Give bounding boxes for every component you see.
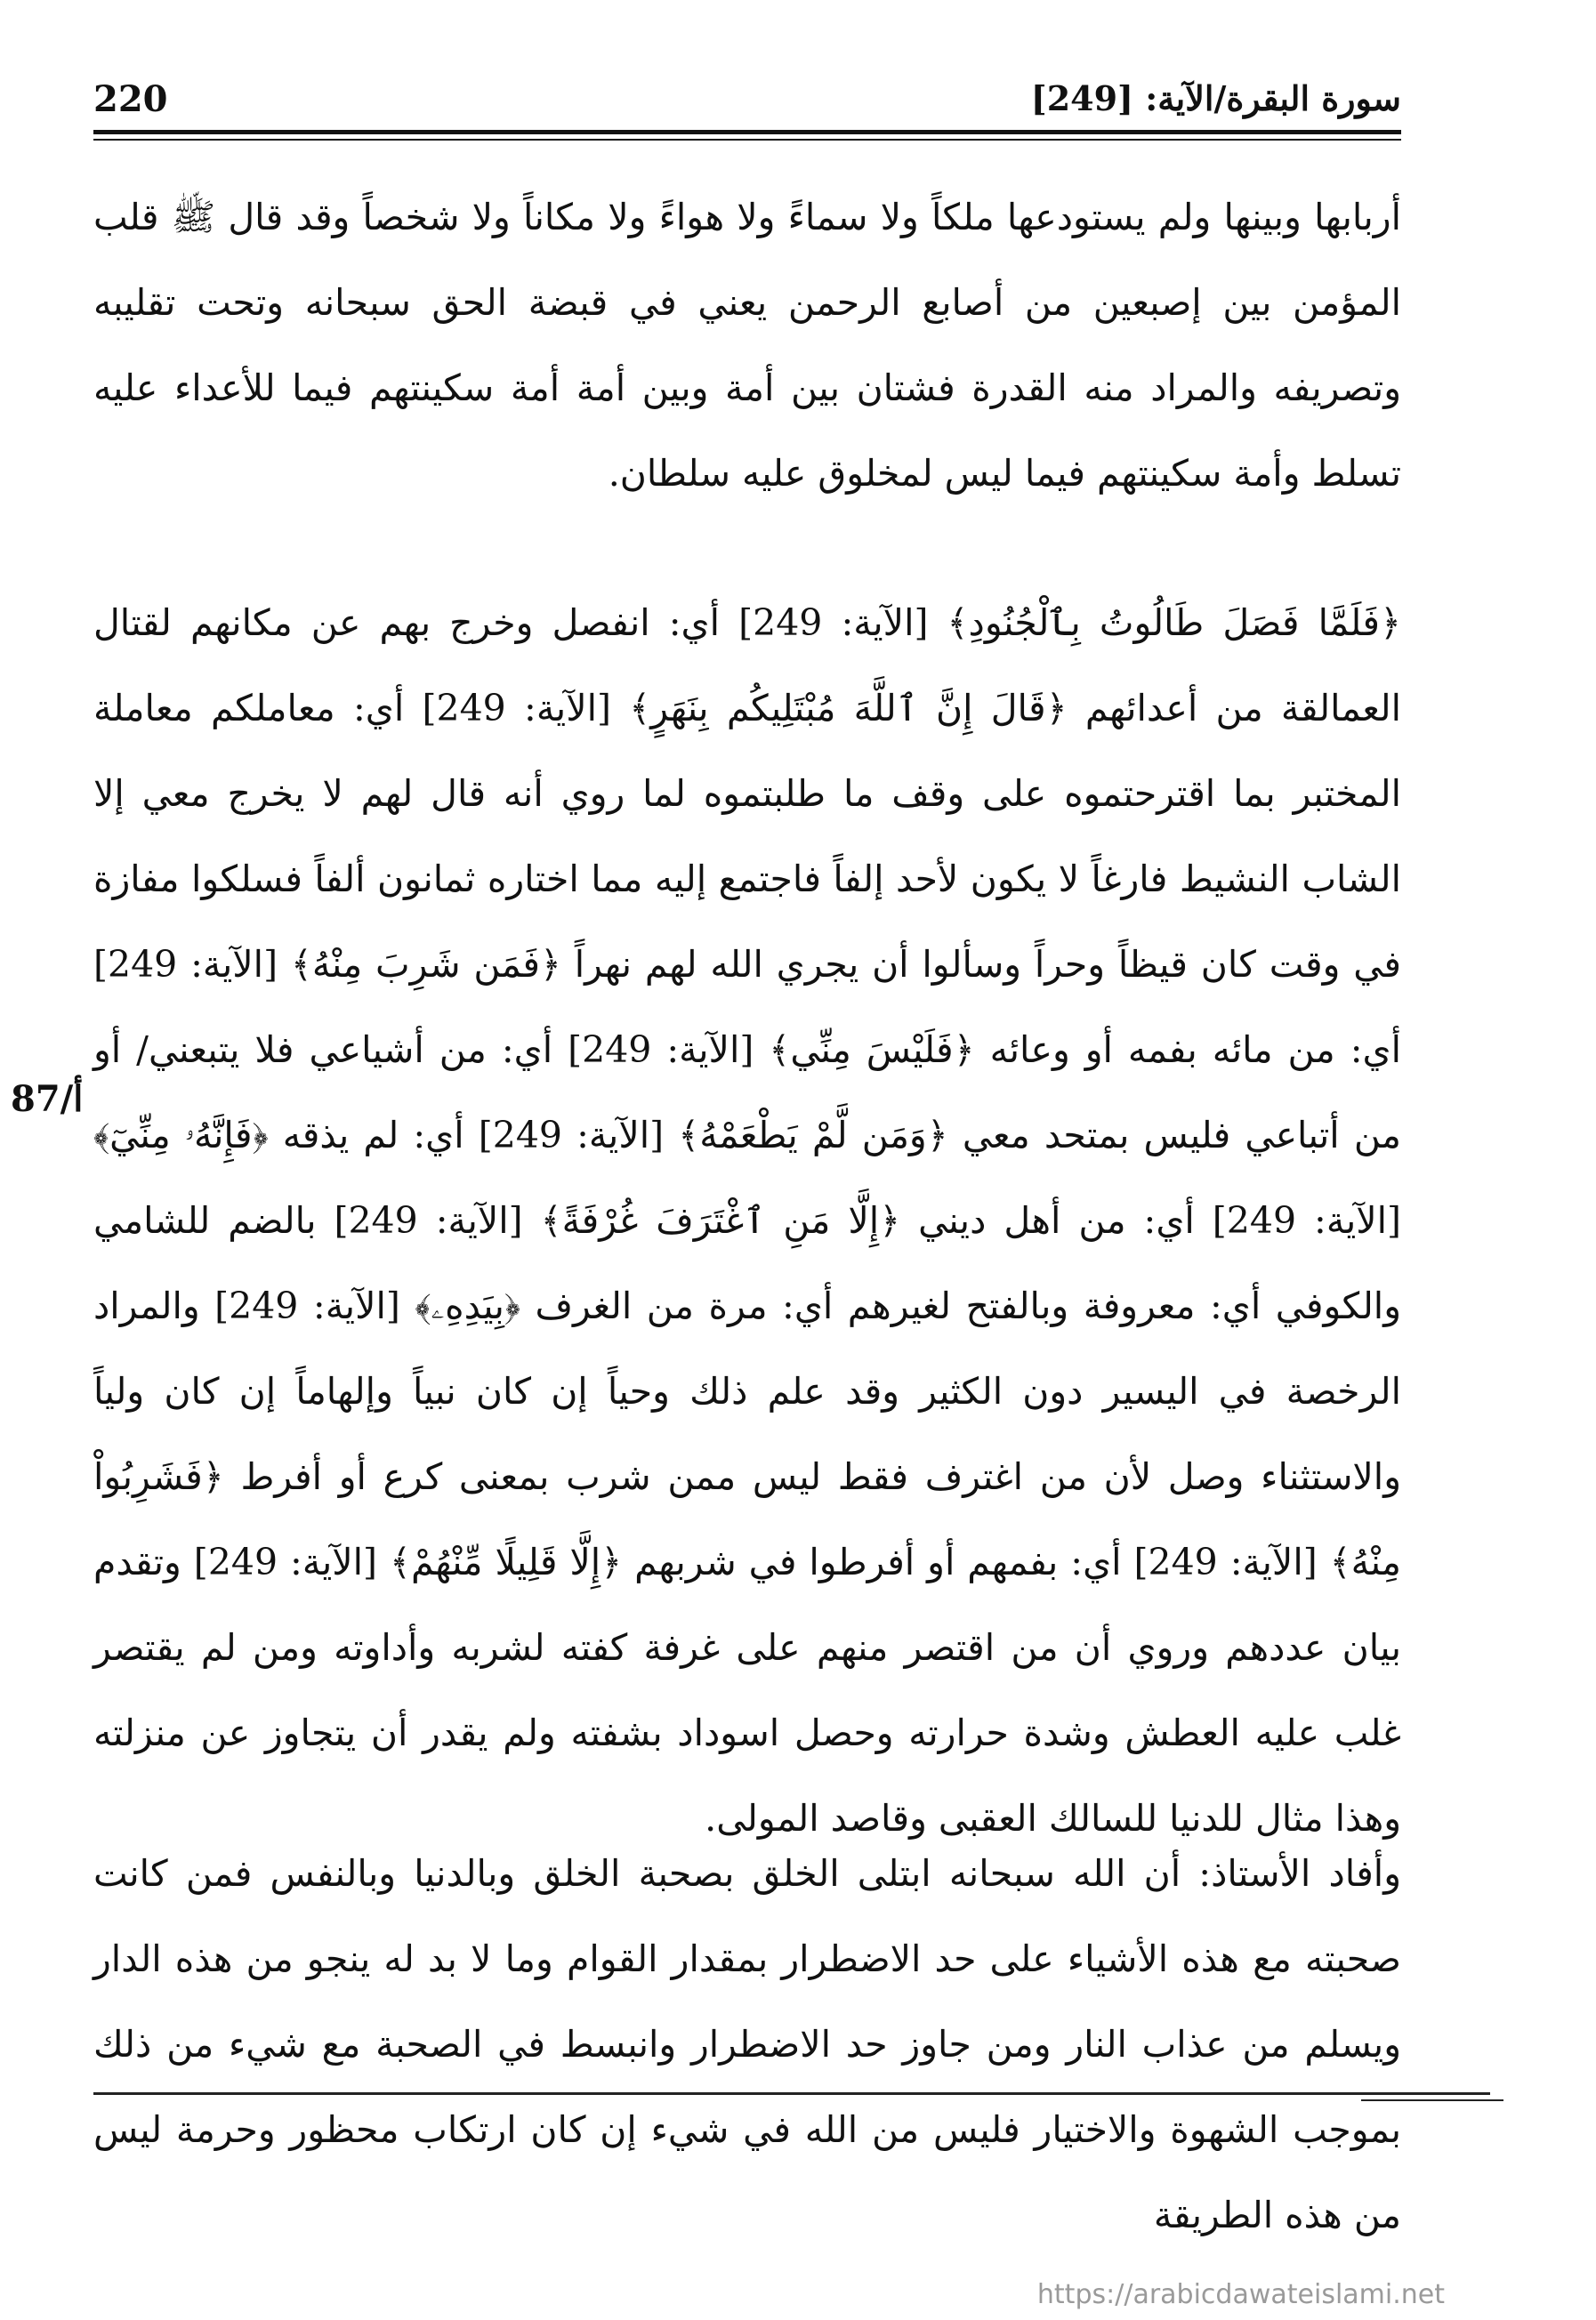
strikethrough-line [93, 2092, 1490, 2095]
page-header [93, 73, 1401, 123]
paragraph-1 [93, 174, 1401, 516]
paragraph-3-text: وأفاد الأستاذ: أن الله سبحانه ابتلى الخلق بصحبة الخلق وبالدنيا وبالنفس فمن كانت صحبته مع هذه الأشياء على حد الاضطرار بمقدار القوام وما لا بد له ينجو من هذه الدار ويسلم من عذاب النار ومن جاوز حد الاضطرار وانبسط في الصحبة مع شيء من ذلك بموجب الشهوة والاختيار فليس من الله في شيء إن كان ارتكاب محظور وحرمة ليس من هذه الطريقة [93, 1852, 1401, 2236]
manuscript-folio-note: 87/أ [11, 1078, 84, 1120]
page-number: 220 [93, 78, 168, 120]
paragraph-2-text: ﴿فَلَمَّا فَصَلَ طَالُوتُ بِٱلْجُنُودِ﴾ [الآية: 249] أي: انفصل وخرج بهم عن مكانهم لقتال العمالقة من أعدائهم ﴿قَالَ إِنَّ ٱللَّهَ مُبْتَلِيكُم بِنَهَرٍ﴾ [الآية: 249] أي: معاملكم معاملة المختبر بما اقترحتموه على وقف ما طلبتموه لما روي أنه قال لهم لا يخرج معي إلا الشاب النشيط فارغاً لا يكون لأحد إلفاً فاجتمع إليه مما اختاره ثمانون ألفاً فسلكوا مفازة في وقت كان قيظاً وحراً وسألوا أن يجري الله لهم نهراً ﴿فَمَن شَرِبَ مِنْهُ﴾ [الآية: 249] أي: من مائه بفمه أو وعائه ﴿فَلَيْسَ مِنِّي﴾ [الآية: 249] أي: من أشياعي فلا يتبعني/ أو من أتباعي فليس بمتحد معي ﴿وَمَن لَّمْ يَطْعَمْهُ﴾ [الآية: 249] أي: لم يذقه ﴿فَإِنَّهُۥ مِنِّيٓ﴾ [الآية: 249] أي: من أهل ديني ﴿إِلَّا مَنِ ٱغْتَرَفَ غُرْفَةً﴾ [الآية: 249] بالضم للشامي والكوفي أي: معروفة وبالفتح لغيرهم أي: مرة من الغرف ﴿بِيَدِهِۦ﴾ [الآية: 249] والمراد الرخصة في اليسير دون الكثير وقد علم ذلك وحياً إن كان نبياً وإلهاماً إن كان ولياً والاستثناء وصل لأن من اغترف فقط ليس ممن شرب بمعنى كرع أو أفرط ﴿فَشَرِبُواْ مِنْهُ﴾ [الآية: 249] أي: بفمهم أو أفرطوا في شربهم ﴿إِلَّا قَلِيلًا مِّنْهُمْ﴾ [الآية: 249] وتقدم بيان عددهم وروي أن من اقتصر منهم على غرفة كفته لشربه وأداوته ومن لم يقتصر غلب عليه العطش وشدة حرارته وحصل اسوداد بشفته ولم يقدر أن يتجاوز عن منزلته وهذا مثال للدنيا للسالك العقبى وقاصد المولى. [93, 601, 1402, 1840]
header-rule-thin [93, 139, 1401, 141]
paragraph-3 [93, 1831, 1401, 2258]
paragraph-1-text: أربابها وبينها ولم يستودعها ملكاً ولا سماءً ولا هواءً ولا مكاناً ولا شخصاً وقد قال ﷺ قلب المؤمن بين إصبعين من أصابع الرحمن يعني في قبضة الحق سبحانه وتحت تقليبه وتصريفه والمراد منه القدرة فشتان بين أمة وبين أمة أمة سكينتهم فيما للأعداء عليه تسلط وأمة سكينتهم فيما ليس لمخلوق عليه سلطان. [93, 196, 1401, 495]
margin-rule [1361, 2099, 1503, 2101]
paragraph-2 [93, 580, 1401, 1861]
running-head: سورة البقرة/الآية: [249] [1030, 78, 1401, 118]
header-rule-thick [93, 130, 1401, 134]
watermark-url: https://arabicdawateislami.net [1036, 2279, 1445, 2310]
